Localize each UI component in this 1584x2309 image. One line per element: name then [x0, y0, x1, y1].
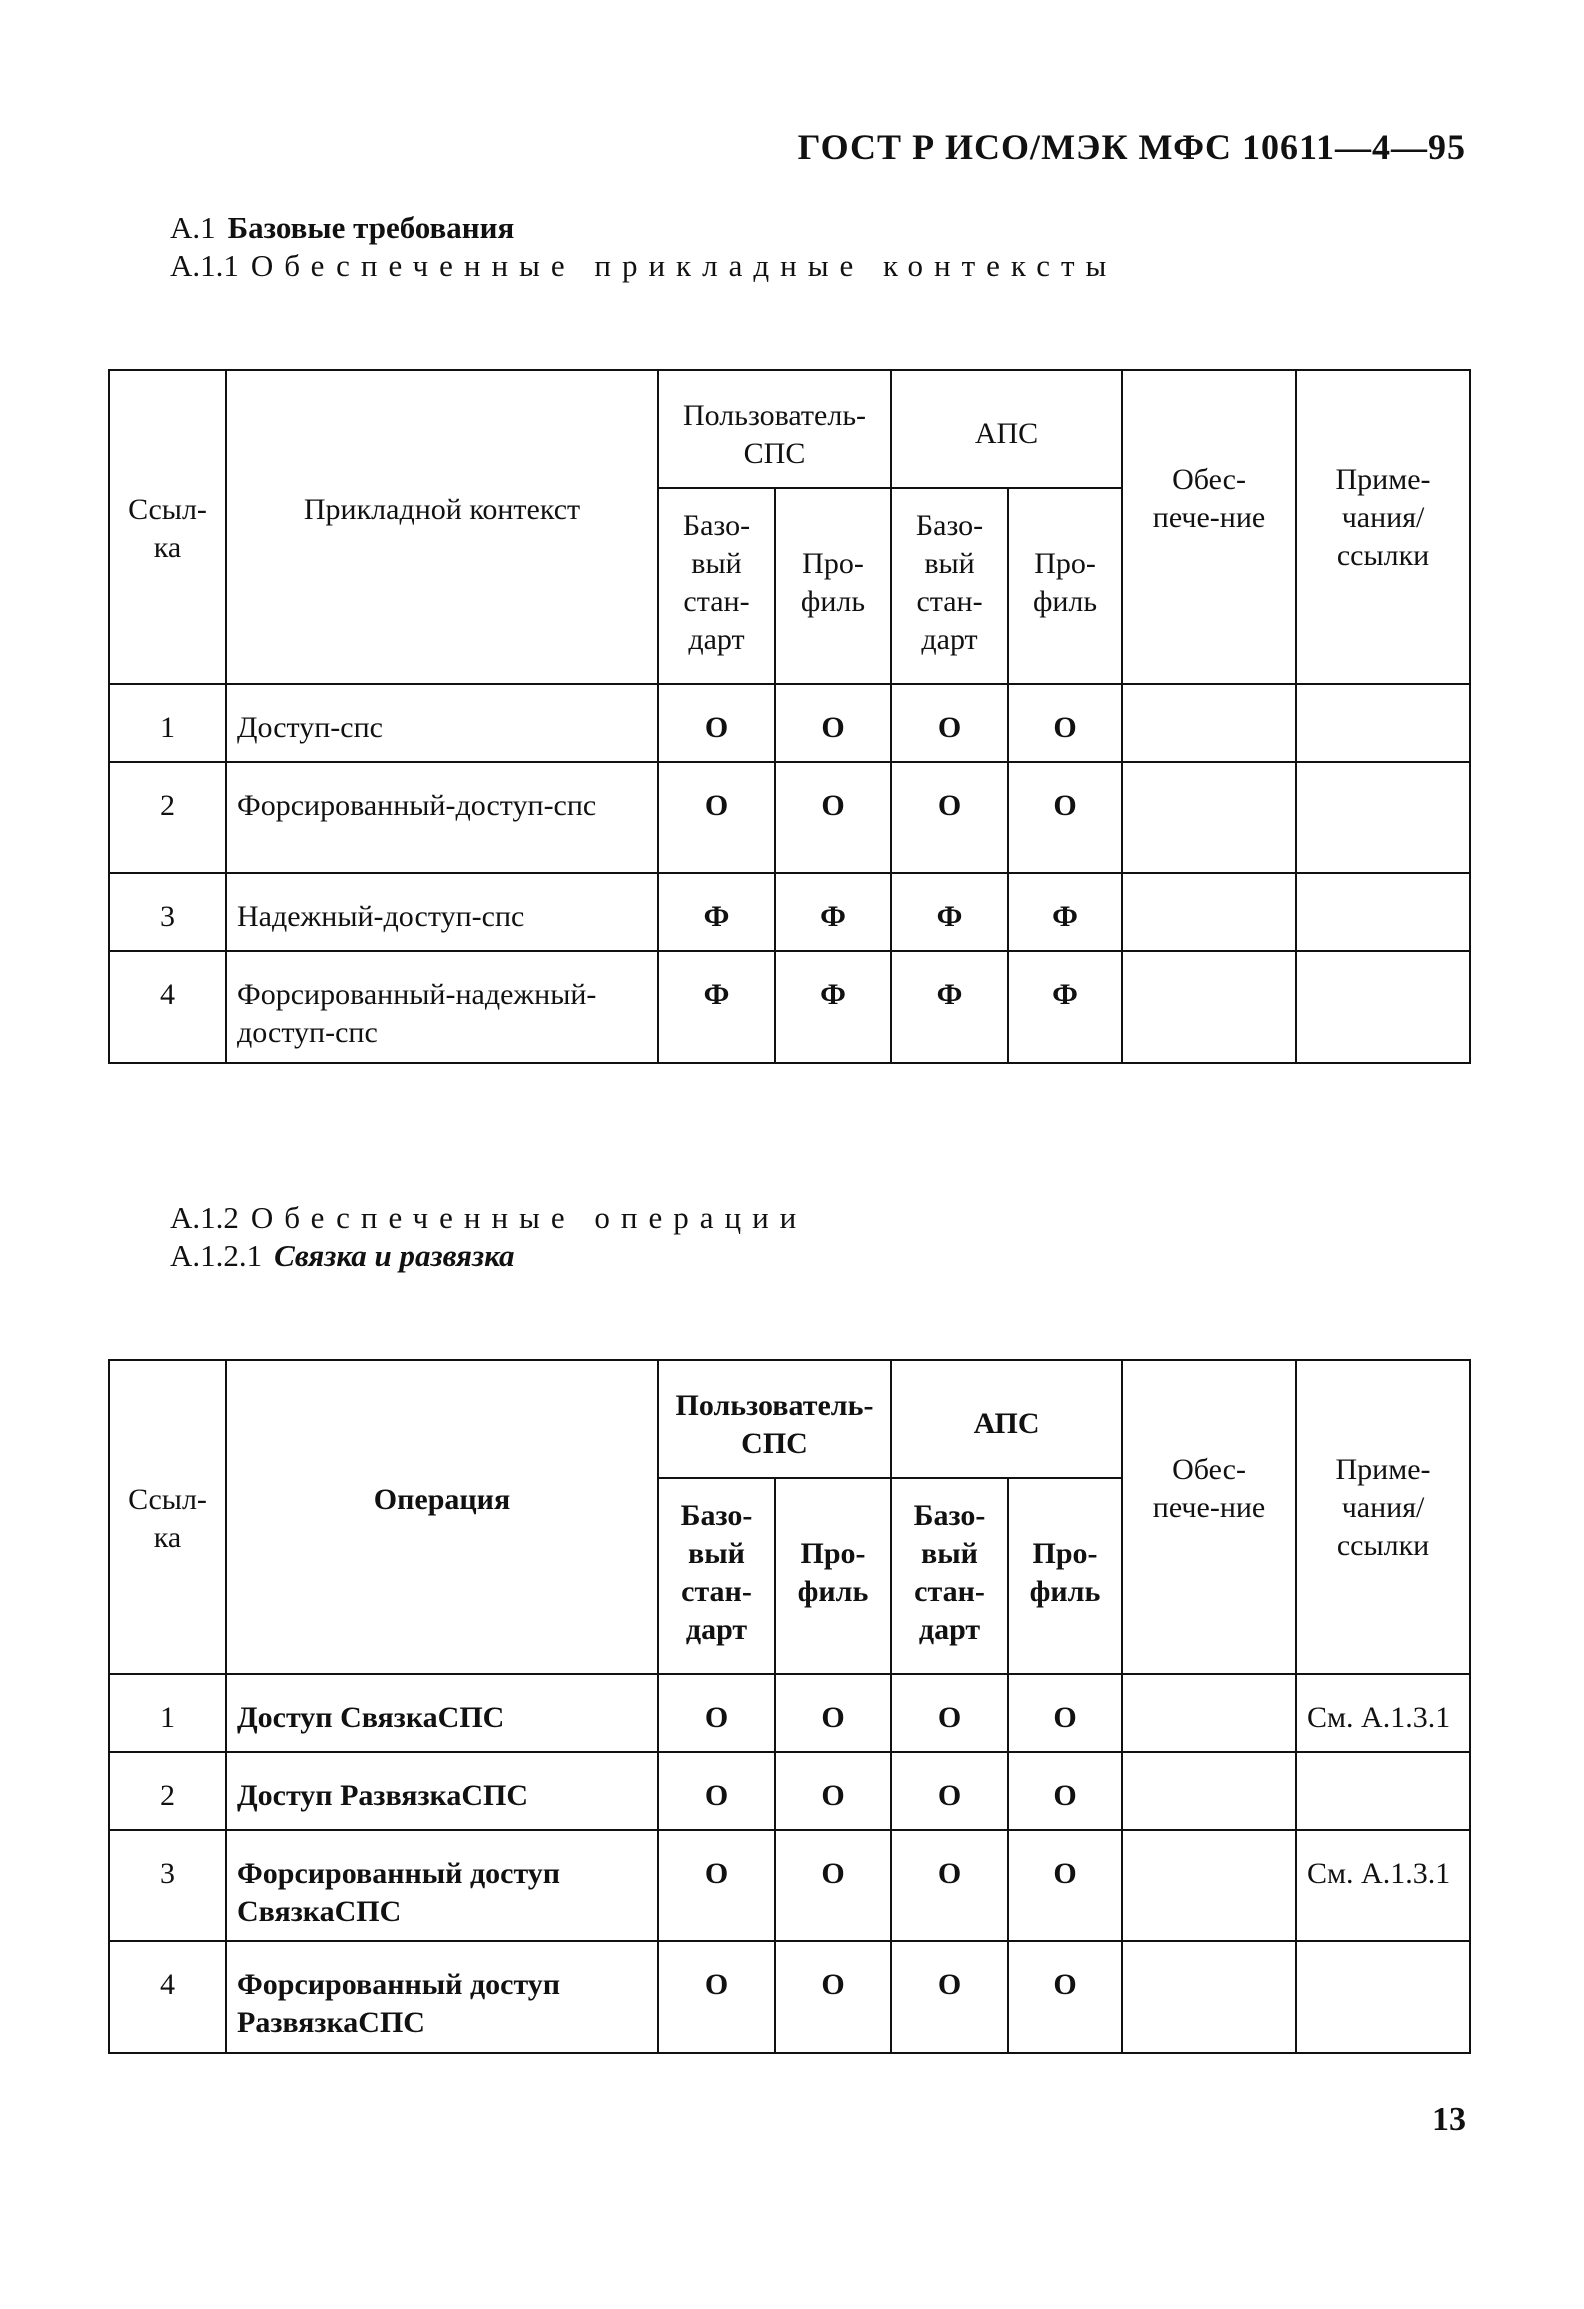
row-value: О [1008, 1830, 1122, 1941]
header-profile: Про-филь [1008, 488, 1122, 684]
row-value: О [658, 1674, 775, 1752]
row-value: О [775, 762, 891, 873]
row-value: Ф [775, 873, 891, 951]
row-provision [1122, 1674, 1296, 1752]
section-a121-heading [170, 1238, 515, 1274]
table-row [109, 684, 1470, 762]
header-aps-group: АПС [891, 370, 1122, 488]
row-name: Доступ РазвязкаСПС [226, 1752, 658, 1830]
row-ref: 2 [109, 1752, 226, 1830]
row-provision [1122, 762, 1296, 873]
header-base-standard: Базо-вый стан-дарт [658, 1478, 775, 1674]
table-row [109, 873, 1470, 951]
section-title: Связка и развязка [274, 1238, 515, 1273]
row-name: Доступ-спс [226, 684, 658, 762]
section-number: А.1.2.1 [170, 1238, 263, 1273]
header-base-standard: Базо-вый стан-дарт [658, 488, 775, 684]
row-notes: См. А.1.3.1 [1296, 1830, 1470, 1941]
row-ref: 3 [109, 1830, 226, 1941]
row-notes [1296, 762, 1470, 873]
header-profile: Про-филь [775, 488, 891, 684]
row-value: О [775, 1941, 891, 2053]
section-number: А.1.2 [170, 1200, 239, 1235]
section-title: Базовые требования [227, 210, 515, 245]
header-profile: Про-филь [775, 1478, 891, 1674]
section-title: Обеспеченные операции [250, 1200, 808, 1235]
row-value: О [891, 1830, 1008, 1941]
row-provision [1122, 1752, 1296, 1830]
row-value: О [1008, 1674, 1122, 1752]
header-name: Прикладной контекст [226, 370, 658, 684]
row-notes [1296, 951, 1470, 1063]
section-title: Обеспеченные прикладные контексты [250, 248, 1118, 283]
row-notes: См. А.1.3.1 [1296, 1674, 1470, 1752]
row-value: О [775, 1830, 891, 1941]
row-value: О [658, 684, 775, 762]
row-name: Форсированный-надежный-доступ-спс [226, 951, 658, 1063]
row-provision [1122, 684, 1296, 762]
row-name: Доступ СвязкаСПС [226, 1674, 658, 1752]
row-value: О [891, 1674, 1008, 1752]
header-base-standard: Базо-вый стан-дарт [891, 488, 1008, 684]
row-notes [1296, 1941, 1470, 2053]
header-base-standard: Базо-вый стан-дарт [891, 1478, 1008, 1674]
header-aps-group: АПС [891, 1360, 1122, 1478]
row-value: О [1008, 1941, 1122, 2053]
header-user-group: Пользователь-СПС [658, 1360, 891, 1478]
row-value: Ф [775, 951, 891, 1063]
section-a1-heading [170, 210, 514, 246]
row-value: О [891, 762, 1008, 873]
header-provision: Обес-пече-ние [1122, 370, 1296, 684]
document-header: ГОСТ Р ИСО/МЭК МФС 10611—4—95 [797, 127, 1466, 167]
section-a11-heading [170, 248, 1117, 284]
row-value: Ф [1008, 951, 1122, 1063]
header-user-group: Пользователь-СПС [658, 370, 891, 488]
row-value: Ф [891, 873, 1008, 951]
row-notes [1296, 684, 1470, 762]
row-value: О [658, 1941, 775, 2053]
section-number: А.1.1 [170, 248, 239, 283]
row-value: О [775, 1674, 891, 1752]
row-value: О [1008, 684, 1122, 762]
section-number: А.1 [170, 210, 216, 245]
row-value: О [891, 1941, 1008, 2053]
row-value: О [891, 1752, 1008, 1830]
row-value: Ф [1008, 873, 1122, 951]
header-provision: Обес-пече-ние [1122, 1360, 1296, 1674]
table-row [109, 1674, 1470, 1752]
row-value: О [891, 684, 1008, 762]
row-name: Форсированный доступ СвязкаСПС [226, 1830, 658, 1941]
row-name: Форсированный-доступ-спс [226, 762, 658, 873]
row-ref: 1 [109, 1674, 226, 1752]
header-profile: Про-филь [1008, 1478, 1122, 1674]
header-notes: Приме-чания/ссылки [1296, 370, 1470, 684]
table-row [109, 1941, 1470, 2053]
row-ref: 2 [109, 762, 226, 873]
row-provision [1122, 951, 1296, 1063]
applied-contexts-table [108, 369, 1471, 1064]
header-ref: Ссыл-ка [109, 1360, 226, 1674]
row-value: О [775, 1752, 891, 1830]
header-ref: Ссыл-ка [109, 370, 226, 684]
section-a12-heading [170, 1200, 807, 1236]
row-ref: 4 [109, 1941, 226, 2053]
row-ref: 1 [109, 684, 226, 762]
row-notes [1296, 1752, 1470, 1830]
row-value: Ф [891, 951, 1008, 1063]
row-value: О [775, 684, 891, 762]
row-provision [1122, 1830, 1296, 1941]
row-notes [1296, 873, 1470, 951]
row-provision [1122, 1941, 1296, 2053]
row-provision [1122, 873, 1296, 951]
row-value: О [1008, 762, 1122, 873]
row-name: Форсированный доступ РазвязкаСПС [226, 1941, 658, 2053]
table-row [109, 951, 1470, 1063]
header-name: Операция [226, 1360, 658, 1674]
row-ref: 3 [109, 873, 226, 951]
row-value: Ф [658, 873, 775, 951]
table-row [109, 1830, 1470, 1941]
table-row [109, 1752, 1470, 1830]
row-value: О [1008, 1752, 1122, 1830]
row-value: Ф [658, 951, 775, 1063]
row-value: О [658, 762, 775, 873]
row-ref: 4 [109, 951, 226, 1063]
table-header-row [109, 370, 1470, 488]
table-header-row [109, 1360, 1470, 1478]
page-number: 13 [1432, 2101, 1466, 2138]
operations-table [108, 1359, 1471, 2054]
row-value: О [658, 1752, 775, 1830]
table-row [109, 762, 1470, 873]
header-notes: Приме-чания/ссылки [1296, 1360, 1470, 1674]
row-name: Надежный-доступ-спс [226, 873, 658, 951]
row-value: О [658, 1830, 775, 1941]
